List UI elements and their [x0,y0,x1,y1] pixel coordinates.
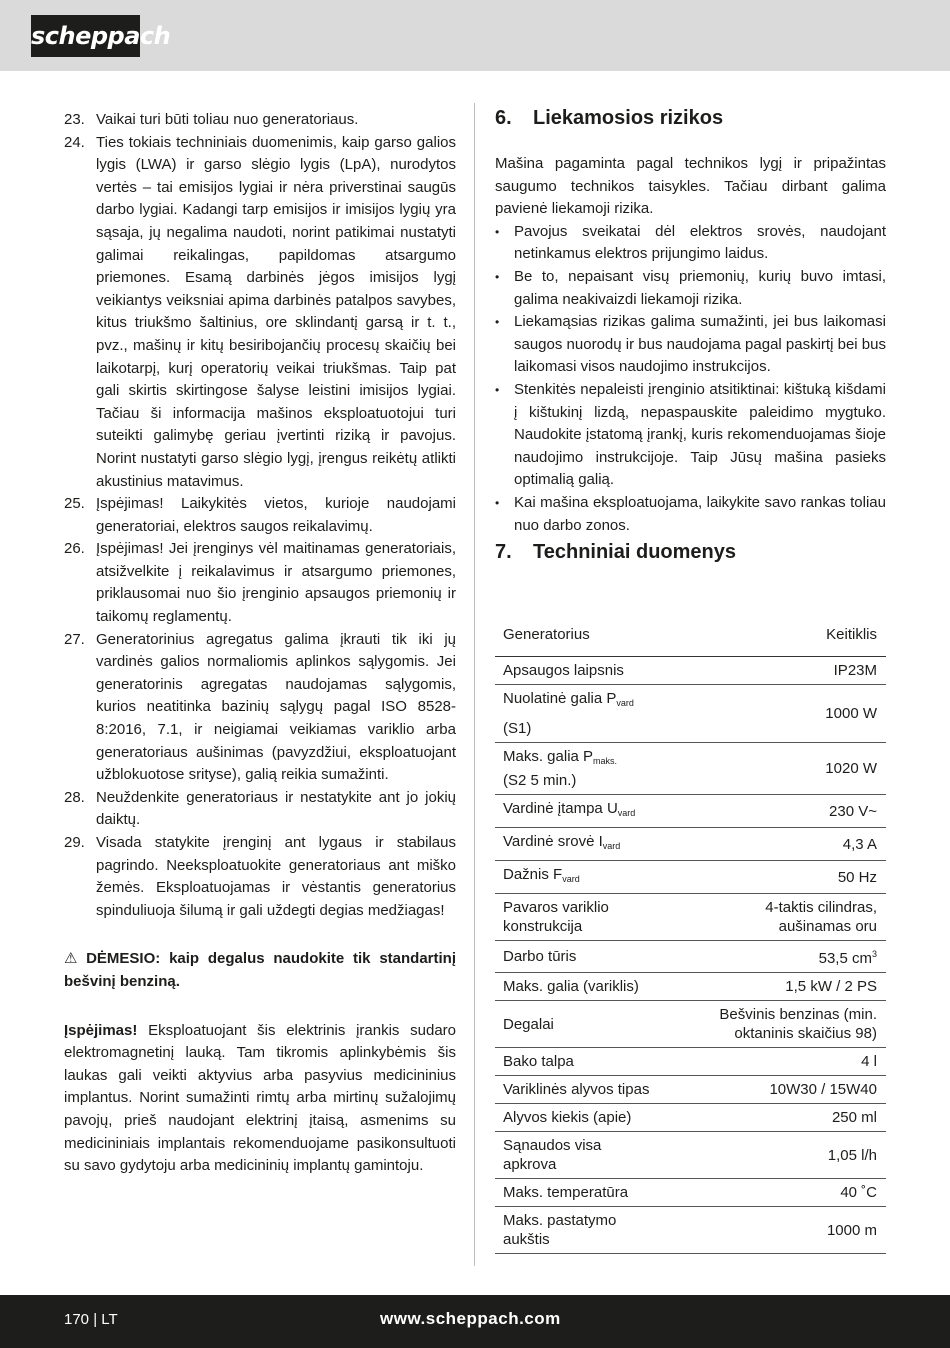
spec-value-text: Bešvinis benzinas (min. [719,1006,877,1023]
technical-data-table [495,620,886,1254]
spec-value-text: 1000 W [825,705,877,722]
spec-value [684,1104,886,1132]
spec-label-text: Variklinės alyvos tipas [503,1081,650,1098]
spec-value-text: 1,05 l/h [827,1146,877,1164]
spec-label [495,1207,684,1254]
section-6-intro: Mašina pagaminta pagal technikos lygį ir pripažintas saugumo technikos taisykles. Tačiau dirbant galima pavienė liekamoji rizika. [495,155,886,218]
right-column [495,103,886,567]
fuel-warning-text: DĖMESIO: kaip degalus naudokite tik standartinį bešvinį benziną. [64,950,456,990]
spec-value [684,894,886,941]
item-text: Generatorinius agregatus galima įkrauti tik iki jų vardinės galios normaliomis aplinkos sąlygomis. Jei generatorinis agregatas naudojamas sąlygomis, kurios neatitinka bazinių sąlygų pagal ISO 8528-8:2016, 7.1, ir neigiamai veikiamas variklio arba generatoriaus aušinimas (pavyzdžiui, eksploatuojant užblokuotose srityse), galią reikia sumažinti. [96,630,456,784]
table-row [495,1048,886,1076]
spec-label [495,973,684,1001]
spec-label [495,795,684,828]
left-column [64,109,456,1178]
spec-label-text: Degalai [503,1015,554,1033]
spec-label-text: Maks. temperatūra [503,1184,629,1201]
item-number: 23. [64,111,85,128]
item-number: 29. [64,834,85,851]
table-row [495,1076,886,1104]
spec-label [495,894,684,941]
table-row [495,1207,886,1254]
spec-value [684,685,886,743]
spec-label [495,657,684,685]
section-number: 7. [495,541,512,564]
spec-value-text: 10W30 / 15W40 [769,1081,877,1098]
item-number: 25. [64,495,85,513]
spec-value-text: 1,5 kW / 2 PS [785,978,877,995]
spec-label [495,1048,684,1076]
list-item [64,132,456,494]
spec-value-text: 53,5 cm [818,950,872,967]
spec-label-text: (S1) [503,720,532,737]
list-item [64,787,456,832]
spec-label-subscript: vard [616,698,634,708]
spec-value [684,795,886,828]
spec-label [495,1179,684,1207]
spec-label [495,1001,684,1048]
table-row [495,861,886,894]
list-item [64,832,456,922]
header-value: Keitiklis [684,620,886,657]
spec-label-subscript: vard [617,808,636,818]
spec-label-text: apkrova [503,1156,557,1173]
website-url: www.scheppach.com [380,1309,561,1328]
spec-label [495,941,684,973]
table-row [495,894,886,941]
residual-risks-list [495,221,886,537]
section-6-heading [495,103,886,133]
spec-label [495,1076,684,1104]
spec-label-text: Darbo tūris [503,948,577,965]
bullet-item: • Pavojus sveikatai dėl elektros srovės, naudojant netinkamus elektros prijungimo laidus. [495,221,886,266]
spec-value-text: 1020 W [825,760,877,777]
item-text: Įspėjimas! Laikykitės vietos, kurioje naudojami generatoriai, elektros saugos reikalavimų. [96,495,456,535]
item-number: 28. [64,788,85,806]
spec-label-text: Bako talpa [503,1053,574,1070]
spec-value [684,1048,886,1076]
fuel-warning [64,948,456,993]
list-item [64,629,456,787]
emf-warning-text: Eksploatuojant šis elektrinis įrankis sudaro elektromagnetinį lauką. Tam tikromis aplinkybėmis šis laukas gali veikti aktyvius arba pasyvius medicininius implantus. Norint sumažinti rimtų arba mirtinų sužalojimų pavojų, prieš naudojant elektrinį įtaisą, asmenims su medicininiais implantais rekomenduojame pasikonsultuoti su savo gydytoju arba medicininių implantų gamintoju. [64,1021,456,1175]
spec-label-text: Alyvos kiekis (apie) [503,1109,632,1126]
bullet-item: • Stenkitės nepaleisti įrenginio atsitiktinai: kištuką kišdami į kištukinį lizdą, nepaspauskite paleidimo mygtuko. Naudokite įstatomą įrankį, kuris rekomenduojamas šioje naudojimo instrukcijoje. Taip Jūsų mašina pasieks optimalią galią. [495,379,886,492]
item-number: 26. [64,540,85,558]
column-divider [474,103,475,1266]
spec-label-text: Dažnis F [503,866,563,883]
footer-bar [0,1295,950,1348]
section-number: 6. [495,107,512,129]
spec-label-text: Sąnaudos visa [503,1137,602,1154]
warning-triangle-icon: ⚠ [64,950,83,968]
list-item [64,493,456,538]
list-item [64,538,456,628]
bullet-item: • Kai mašina eksploatuojama, laikykite savo rankas toliau nuo darbo zonos. [495,492,886,537]
section-7-heading [495,537,886,567]
spec-label [495,1132,684,1179]
spec-value-text: 50 Hz [837,868,877,886]
table-row [495,685,886,743]
spec-label-text: Maks. pastatymo [503,1212,617,1229]
emf-warning [64,1020,456,1178]
spec-value [684,1179,886,1207]
item-text: Vaikai turi būti toliau nuo generatoriaus. [96,111,359,128]
item-text: Neuždenkite generatoriaus ir nestatykite ant jo jokių daiktų. [96,788,456,829]
table-header-row [495,620,886,657]
spec-label [495,685,684,743]
spec-label-subscript: maks. [593,756,618,766]
bullet-item: • Be to, nepaisant visų priemonių, kurių buvo imtasi, galima neakivaizdi liekamoji rizika. [495,266,886,311]
spec-label-text: aukštis [503,1231,550,1248]
header-bar [0,0,950,71]
spec-label-text: Pavaros variklio [503,899,609,916]
spec-value [684,1076,886,1104]
emf-warning-label: Įspėjimas! [64,1021,138,1039]
spec-value [684,861,886,894]
spec-label-text: Vardinė srovė I [503,833,603,850]
table-row [495,828,886,861]
table-row [495,795,886,828]
item-text: Visada statykite įrenginį ant lygaus ir stabilaus pagrindo. Neeksploatuokite generatoriaus ant miško žemės. Eksploatuojamas ir vėstantis generatorius spinduliuoja šilumą ir gali uždegti degias medžiagas! [96,834,456,919]
spec-label-text: Maks. galia P [503,748,594,765]
page-number: 170 | LT [64,1311,118,1328]
spec-value-text: 230 V~ [829,802,877,820]
spec-value-text: 1000 m [826,1221,877,1239]
spec-value-text: 40 ˚C [840,1184,877,1201]
table-row [495,1001,886,1048]
table-row [495,1104,886,1132]
safety-instructions-list [64,109,456,922]
table-row [495,1132,886,1179]
section-title: Liekamosios rizikos [533,107,724,129]
spec-value [684,657,886,685]
item-text: Ties tokiais techniniais duomenimis, kaip garso galios lygis (LWA) ir garso slėgio lygis (LpA), nurodytos vertės – tai emisijos lygiai ir nėra priverstinai saugūs darbo lygiai. Kadangi tarp emisijos ir imisijos lygių yra sąsaja, jų negalima naudoti, norint patikimai nustatyti galimai reikalingas, papildomas atsargumo priemones. Esamą darbinės jėgos imisijos lygį veikiantys veiksniai apima darbinės patalpos savybes, kitus triukšmo šaltinius, ore sklindantį garsą ir t. t., pvz., mašinų ir kitų besiribojančių procesų skaičių bei laikotarpį, kurį operatorių veikai triukšmas. Taip pat gali skirtis skirtingose šalyse leistini imisijos lygiai. Tačiau ši informacija mašinos eksploatuotojui turi suteikti galimybę geriau įvertinti riziką ir pavojus. Norint nustatyti garso slėgio lygį, įrengus reikėtų atlikti akustinius matavimus. [96,133,456,490]
list-item [64,109,456,132]
spec-label-text: Nuolatinė galia P [503,690,617,707]
spec-value [684,973,886,1001]
spec-value [684,1001,886,1048]
item-number: 27. [64,630,85,648]
header-label: Generatorius [495,620,684,657]
item-text: Įspėjimas! Jei įrenginys vėl maitinamas generatoriais, atsižvelkite į reikalavimus ir atsargumo priemones, priklausomai nuo šio įrenginio apsaugos priemonių ir taikomų reglamentų. [96,540,456,626]
spec-value-text: 4,3 A [842,835,877,853]
section-title: Techniniai duomenys [533,541,736,564]
table-row [495,743,886,795]
spec-label-text: (S2 5 min.) [503,772,577,789]
spec-value-superscript: 3 [871,949,877,959]
spec-label-text: Vardinė įtampa U [503,800,618,817]
spec-value-text: IP23M [833,662,877,679]
spec-value [684,1132,886,1179]
bullet-item: • Liekamąsias rizikas galima sumažinti, jei bus laikomasi saugos nuorodų ir bus naudojama pagal paskirtį bei bus laikomasi visos naudojimo instrukcijos. [495,311,886,379]
spec-label [495,1104,684,1132]
spec-label-text: Apsaugos laipsnis [503,662,624,679]
spec-value [684,828,886,861]
spec-value-text: aušinamas oru [778,918,877,935]
brand-logo: scheppach [31,15,140,57]
spec-value-text: 250 ml [831,1109,877,1126]
spec-value-text: oktaninis skaičius 98) [734,1025,877,1042]
spec-label-text: Maks. galia (variklis) [503,978,639,995]
spec-label-text: konstrukcija [503,918,583,935]
spec-value [684,941,886,973]
table-row [495,973,886,1001]
spec-value-text: 4 l [861,1053,877,1070]
spec-label [495,861,684,894]
table-row [495,657,886,685]
spec-value [684,1207,886,1254]
spec-label-subscript: vard [602,841,621,851]
spec-label-subscript: vard [562,874,580,884]
item-number: 24. [64,133,85,151]
spec-label [495,828,684,861]
spec-value [684,743,886,795]
table-row [495,941,886,973]
spec-label [495,743,684,795]
table-row [495,1179,886,1207]
spec-value-text: 4-taktis cilindras, [765,899,877,916]
